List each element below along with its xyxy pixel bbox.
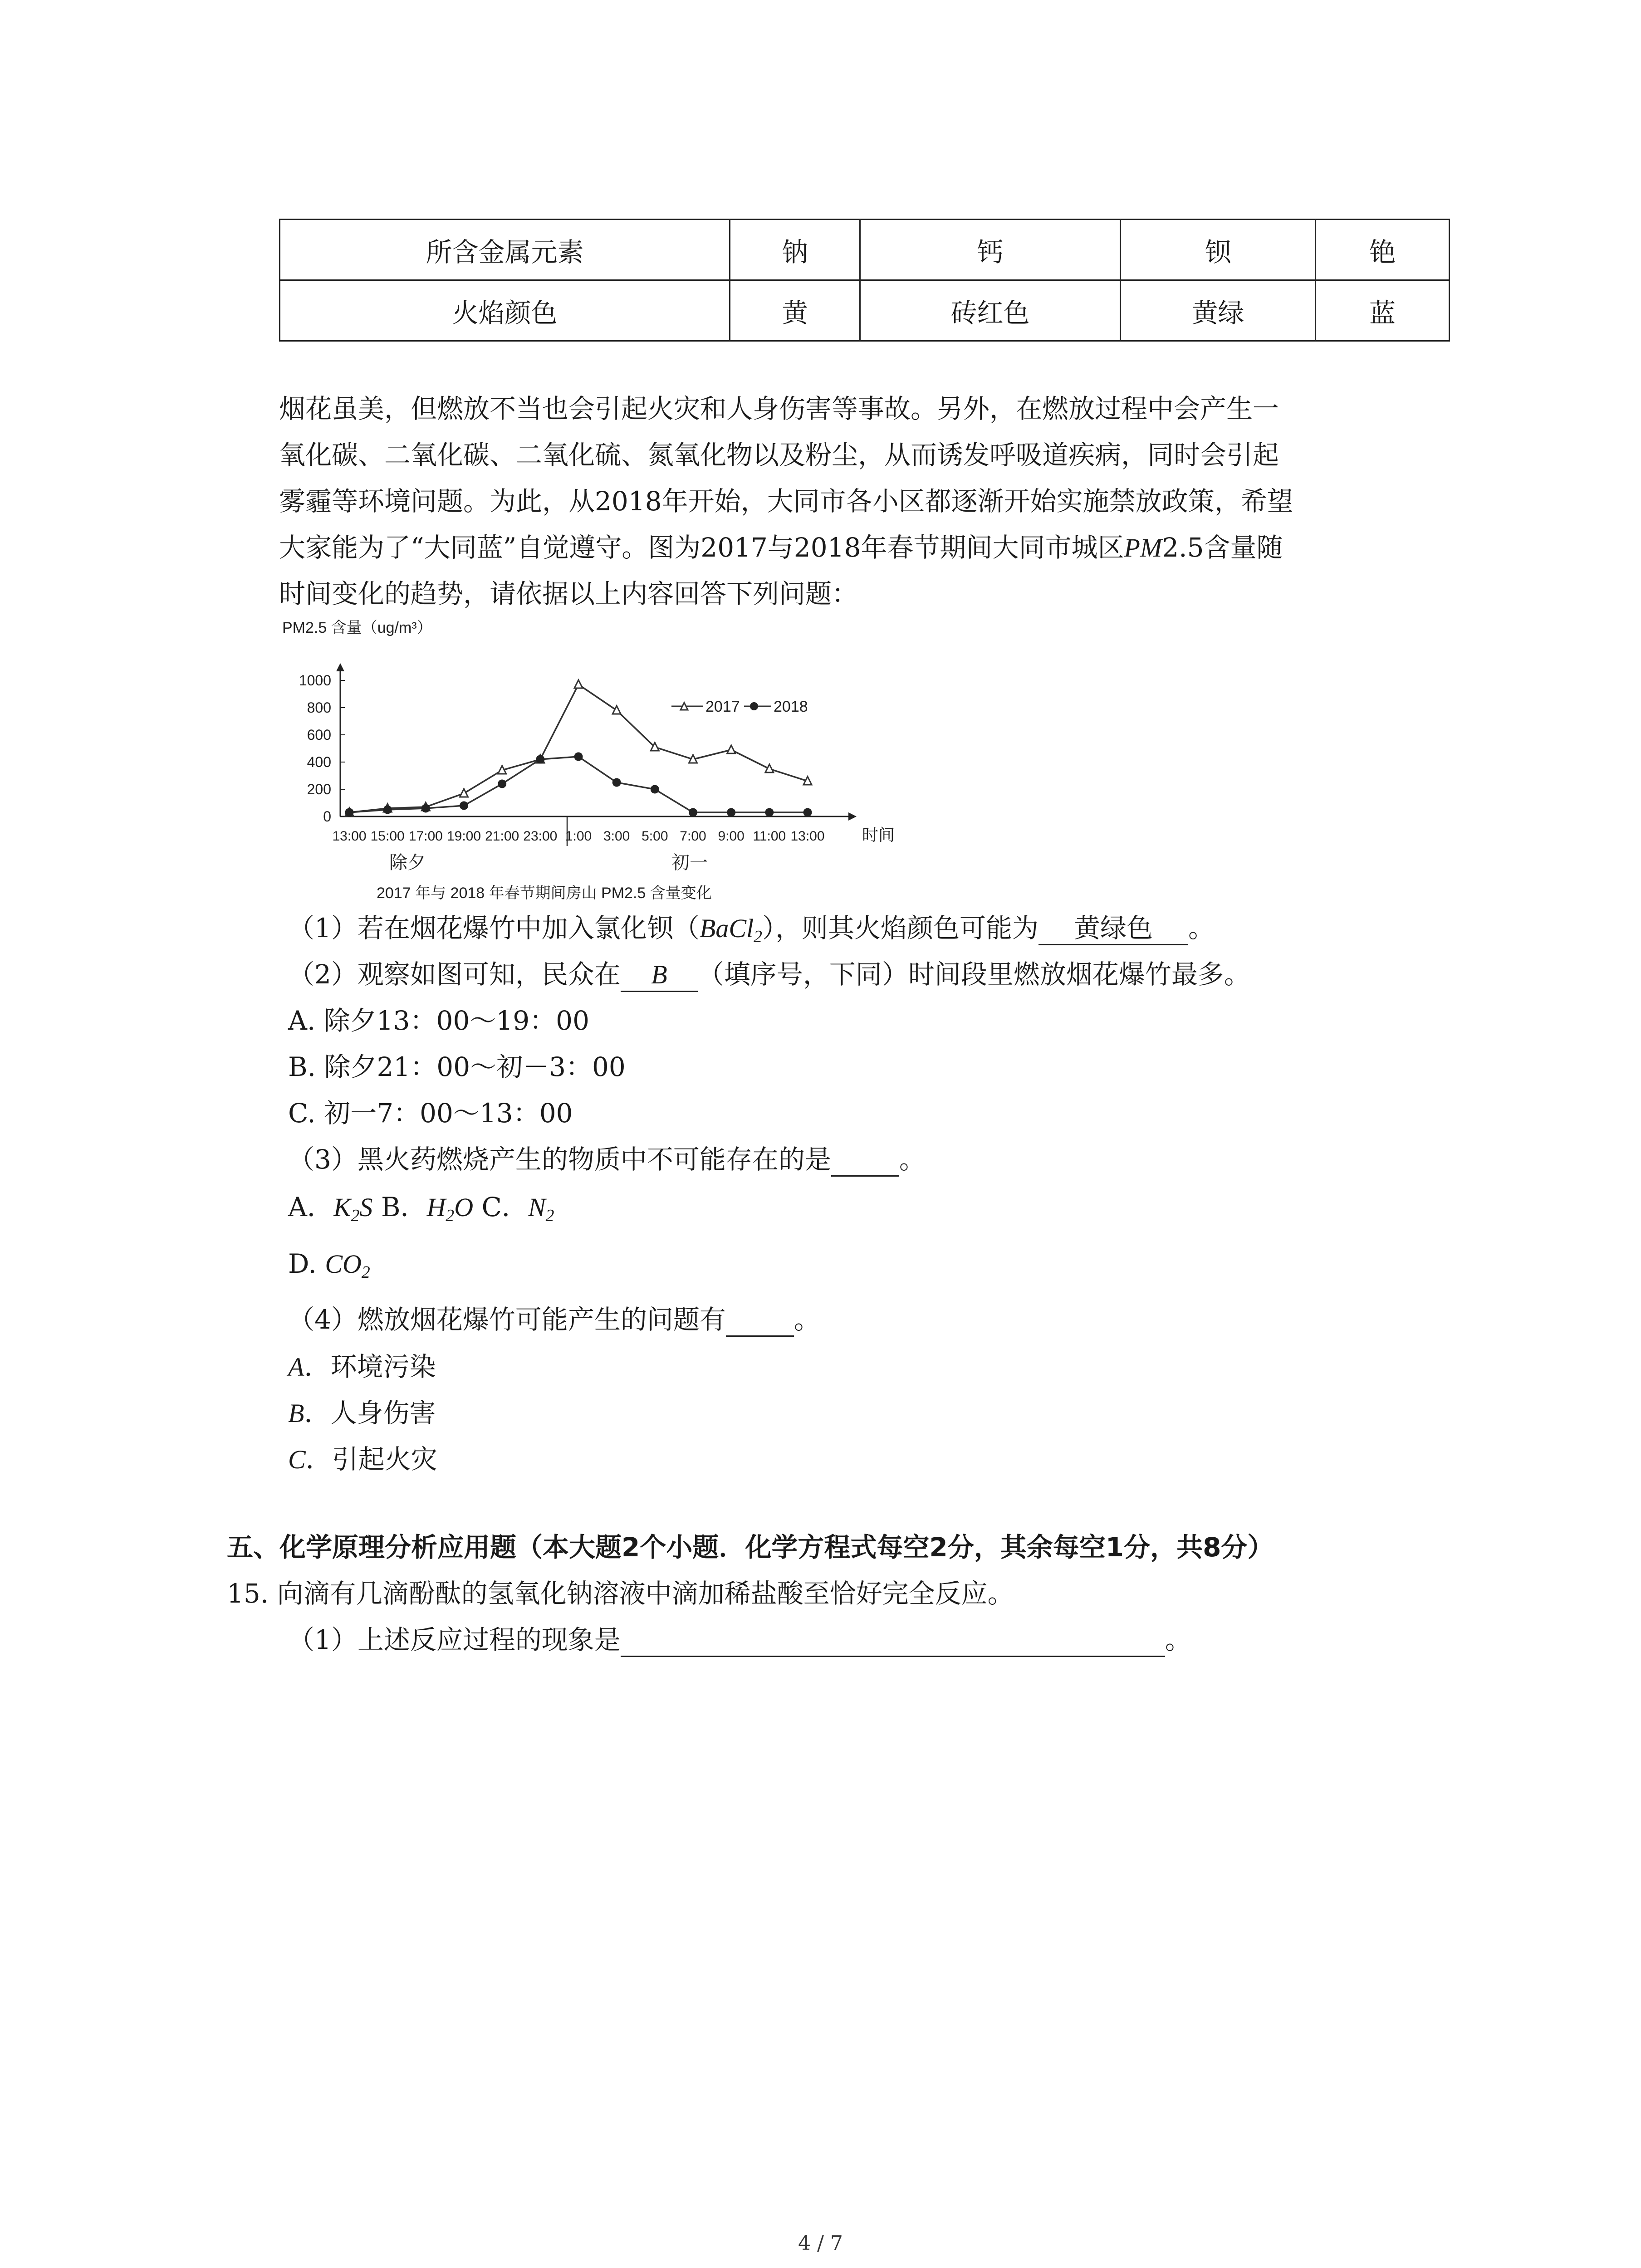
question-3-option-d	[288, 1241, 370, 1287]
question-text: （1）若在烟花爆竹中加入氯化钡（	[288, 913, 700, 943]
answer-blank[interactable]: 黄绿色	[1038, 915, 1188, 945]
x-tick-label: 17:00	[408, 829, 443, 844]
question-text: （填序号，下同）时间段里燃放烟花爆竹最多。	[697, 959, 1250, 990]
option-letter: B．	[372, 1192, 427, 1222]
table-cell: 钡	[1121, 220, 1316, 280]
x-tick-label: 13:00	[790, 829, 825, 844]
series-2017-point	[727, 745, 735, 753]
formula-subscript: 2	[351, 1206, 360, 1226]
table-row	[280, 220, 1450, 280]
y-axis-label: PM2.5 含量（ug/m³）	[282, 619, 432, 636]
series-2018-point	[689, 808, 697, 817]
x-axis-arrow	[848, 812, 857, 821]
option-letter: C	[288, 1445, 306, 1474]
series-2018-point	[803, 808, 812, 817]
y-axis-arrow	[336, 663, 344, 671]
x-tick-label: 1:00	[565, 829, 592, 844]
passage-line	[279, 524, 1283, 571]
question-3-options-abc	[288, 1184, 554, 1231]
table-cell: 铯	[1316, 220, 1450, 280]
passage-line: 氧化碳、二氧化碳、二氧化硫、氮氧化物以及粉尘，从而诱发呼吸道疾病，同时会引起	[279, 440, 1279, 470]
option-b	[288, 1390, 436, 1437]
x-tick-label: 5:00	[642, 829, 668, 844]
y-tick-label: 200	[307, 781, 331, 797]
question-text: （1）上述反应过程的现象是	[288, 1624, 621, 1655]
formula-variable: O	[454, 1193, 474, 1222]
option-letter: D.	[288, 1248, 325, 1279]
question-text: 。	[1165, 1624, 1191, 1655]
table-row	[280, 280, 1450, 341]
pm25-line-chart	[272, 615, 895, 905]
option-text: ．人身伤害	[304, 1398, 436, 1428]
formula-variable: H	[426, 1193, 446, 1222]
option-letter: C．	[473, 1192, 528, 1222]
question-text: 。	[1188, 913, 1215, 943]
option-letter: B	[288, 1398, 304, 1428]
table-cell: 钙	[860, 220, 1121, 280]
option-letter: A	[288, 1352, 304, 1382]
passage-text: 大家能为了“大同蓝”自觉遵守。图为2017与2018年春节期间大同市城区	[279, 532, 1124, 563]
y-tick-label: 1000	[299, 672, 331, 689]
option-c	[288, 1436, 437, 1483]
question-text: 。	[794, 1304, 820, 1335]
option-letter: A．	[288, 1192, 333, 1222]
formula-variable: BaCl	[699, 914, 754, 943]
x-axis-label: 时间	[862, 826, 895, 844]
y-tick-label: 600	[307, 727, 331, 743]
question-text: （4）燃放烟花爆竹可能产生的问题有	[288, 1304, 726, 1335]
group-label-chuyi: 初一	[671, 853, 708, 873]
table-cell: 黄绿	[1121, 280, 1316, 341]
group-label-chuxi: 除夕	[389, 853, 426, 873]
legend-label-2017: 2017	[705, 698, 740, 715]
series-2018-point	[765, 808, 774, 817]
y-tick-label: 800	[307, 699, 331, 716]
formula-variable: N	[528, 1193, 546, 1222]
option-b: B. 除夕21：00～初－3：00	[288, 1051, 626, 1082]
legend-marker-2018	[750, 702, 758, 710]
x-tick-label: 7:00	[680, 829, 706, 844]
series-2017-point	[612, 706, 621, 714]
series-2018-point	[345, 808, 354, 817]
table-cell: 蓝	[1316, 280, 1450, 341]
pm-variable: PM	[1124, 533, 1162, 562]
question-text: 。	[899, 1144, 926, 1175]
x-tick-label: 15:00	[370, 829, 405, 844]
question-3	[288, 1136, 926, 1183]
flame-color-table	[279, 219, 1450, 342]
formula-subscript: 2	[446, 1206, 455, 1226]
series-2017	[345, 680, 812, 816]
passage-line: 烟花虽美，但燃放不当也会引起火灾和人身伤害等事故。另外，在燃放过程中会产生一	[279, 393, 1279, 424]
series-2017-point	[574, 680, 583, 688]
series-2018-point	[498, 780, 506, 788]
series-2018-point	[727, 808, 735, 817]
passage-line: 时间变化的趋势，请依据以上内容回答下列问题：	[279, 578, 858, 609]
table-cell: 钠	[730, 220, 860, 280]
series-2018-point	[651, 785, 659, 794]
question-text: ），则其火焰颜色可能为	[762, 913, 1038, 943]
option-text: ．环境污染	[304, 1351, 436, 1382]
x-tick-label: 23:00	[523, 829, 558, 844]
chart-title: 2017 年与 2018 年春节期间房山 PM2.5 含量变化	[377, 885, 712, 902]
option-a	[288, 1344, 436, 1390]
passage-text: 2.5含量随	[1162, 532, 1283, 563]
option-text: ．引起火灾	[305, 1444, 437, 1475]
legend	[671, 698, 808, 715]
y-tick-label: 0	[323, 808, 331, 825]
series-2018-point	[383, 806, 392, 814]
formula-variable: K	[333, 1193, 351, 1222]
formula-subscript: 2	[545, 1206, 554, 1226]
table-cell: 砖红色	[860, 280, 1121, 341]
page-number: 4 / 7	[798, 2232, 843, 2255]
series-2018-point	[536, 755, 544, 764]
series-2018-point	[574, 753, 583, 761]
x-tick-label: 19:00	[446, 829, 481, 844]
x-tick-label: 13:00	[332, 829, 367, 844]
legend-label-2018: 2018	[774, 698, 808, 715]
question-4	[288, 1296, 820, 1343]
formula-variable: CO	[325, 1249, 362, 1279]
series-2017-point	[460, 789, 468, 797]
legend-marker-2017	[681, 703, 688, 710]
question-1	[288, 905, 1215, 952]
series-2017-point	[765, 764, 774, 772]
series-2018-point	[612, 778, 621, 787]
answer-blank[interactable]	[831, 1146, 899, 1177]
option-c: C. 初一7：00～13：00	[288, 1098, 573, 1129]
x-tick-labels	[332, 829, 824, 844]
answer-blank[interactable]	[621, 1627, 1165, 1657]
section-heading: 五、化学原理分析应用题（本大题2个小题．化学方程式每空2分，其余每空1分，共8分）	[227, 1532, 1274, 1563]
formula-subscript: 2	[361, 1263, 370, 1282]
x-tick-label: 21:00	[485, 829, 519, 844]
series-2018-point	[421, 804, 430, 813]
formula-subscript: 2	[754, 927, 762, 947]
y-tick-label: 400	[307, 754, 331, 770]
passage-line: 雾霾等环境问题。为此，从2018年开始，大同市各小区都逐渐开始实施禁放政策，希望	[279, 486, 1293, 517]
formula-variable: S	[359, 1193, 373, 1222]
table-cell: 黄	[730, 280, 860, 341]
question-2	[288, 951, 1250, 997]
series-2018-point	[460, 802, 468, 810]
question-text: （2）观察如图可知，民众在	[288, 959, 621, 990]
x-tick-label: 11:00	[753, 829, 786, 844]
question-15: 15. 向滴有几滴酚酞的氢氧化钠溶液中滴加稀盐酸至恰好完全反应。	[227, 1578, 1014, 1609]
table-cell: 所含金属元素	[280, 220, 730, 280]
option-a: A. 除夕13：00～19：00	[288, 1005, 589, 1036]
question-15-1	[288, 1617, 1191, 1663]
series-2018-line	[349, 757, 808, 812]
y-tick-labels	[299, 672, 345, 825]
answer-blank[interactable]	[726, 1306, 794, 1337]
x-tick-label: 3:00	[603, 829, 630, 844]
question-text: （3）黑火药燃烧产生的物质中不可能存在的是	[288, 1144, 831, 1175]
table-cell: 火焰颜色	[280, 280, 730, 341]
x-tick-label: 9:00	[718, 829, 745, 844]
answer-blank[interactable]: B	[621, 962, 698, 992]
